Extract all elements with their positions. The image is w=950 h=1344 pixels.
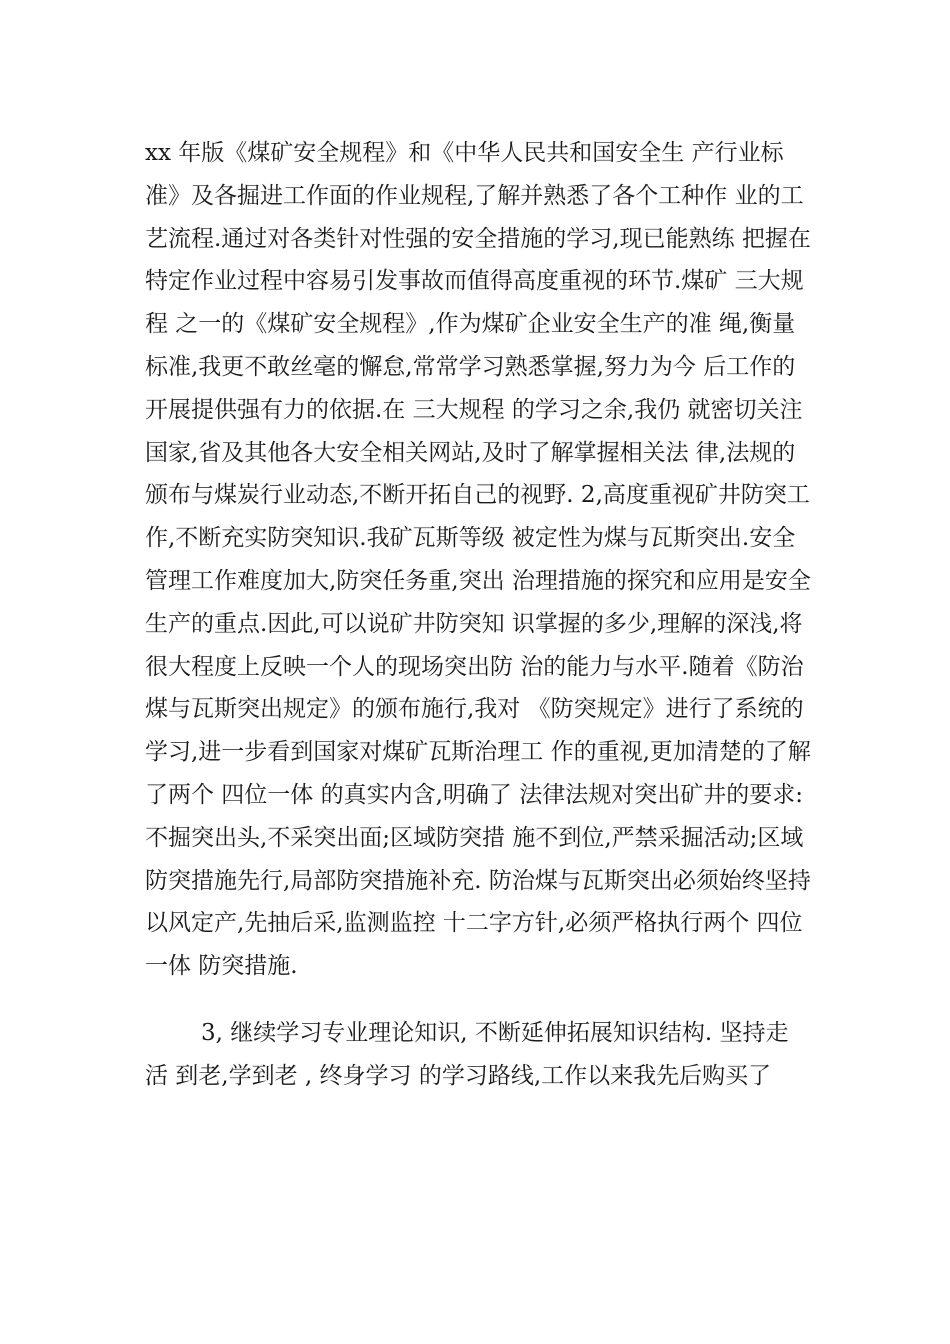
text-line: 开展提供强有力的依据.在 三大规程 的学习之余,我仍 就密切关注: [145, 396, 803, 423]
text-line: 准》及各掘进工作面的作业规程,了解并熟悉了各个工种作 业的工: [145, 182, 804, 209]
text-line: 防突措施先行,局部防突措施补充. 防治煤与瓦斯突出必须始终坚持: [145, 867, 811, 894]
text-line: 煤与瓦斯突出规定》的颁布施行,我对 《防突规定》进行了系统的: [145, 696, 804, 723]
text-line: 艺流程.通过对各类针对性强的安全措施的学习,现已能熟练 把握在: [145, 225, 811, 252]
text-line: 特定作业过程中容易引发事故而值得高度重视的环节.煤矿 三大规: [145, 268, 804, 295]
text-line: xx 年版《煤矿安全规程》和《中华人民共和国安全生 产行业标: [145, 140, 784, 166]
text-line: 管理工作难度加大,防突任务重,突出 治理措施的探究和应用是安全: [145, 567, 811, 594]
text-line: 生产的重点.因此,可以说矿井防突知 识掌握的多少,理解的深浅,将: [145, 610, 803, 637]
text-line: 作,不断充实防突知识.我矿瓦斯等级 被定性为煤与瓦斯突出.安全: [145, 525, 796, 552]
text-line: 3, 继续学习专业理论知识, 不断延伸拓展知识结构. 坚持走: [201, 1019, 789, 1046]
text-line: 颁布与煤炭行业动态,不断开拓自己的视野. 2,高度重视矿井防突工: [145, 482, 810, 509]
text-line: 程 之一的《煤矿安全规程》,作为煤矿企业安全生产的准 绳,衡量: [145, 311, 796, 338]
document-body: [145, 132, 810, 1098]
paragraph-1: [145, 132, 810, 988]
text-line: 标准,我更不敢丝毫的懈怠,常常学习熟悉掌握,努力为今 后工作的: [145, 353, 796, 380]
text-line: 很大程度上反映一个人的现场突出防 治的能力与水平.随着《防治: [145, 653, 804, 680]
text-line: 了两个 四位一体 的真实内含,明确了 法律法规对突出矿井的要求:: [145, 781, 803, 808]
text-line: 以风定产,先抽后采,监测监控 十二字方针,必须严格执行两个 四位: [145, 910, 803, 937]
paragraph-2: [145, 1012, 810, 1098]
text-line: 学习,进一步看到国家对煤矿瓦斯治理工 作的重视,更加清楚的了解: [145, 739, 811, 766]
text-line: 活 到老,学到老 , 终身学习 的学习路线,工作以来我先后购买了: [145, 1062, 772, 1089]
text-line: 不掘突出头,不采突出面;区域防突措 施不到位,严禁采掘活动;区域: [145, 824, 804, 851]
text-line: 一体 防突措施.: [145, 953, 298, 980]
text-line: 国家,省及其他各大安全相关网站,及时了解掌握相关法 律,法规的: [145, 439, 796, 466]
